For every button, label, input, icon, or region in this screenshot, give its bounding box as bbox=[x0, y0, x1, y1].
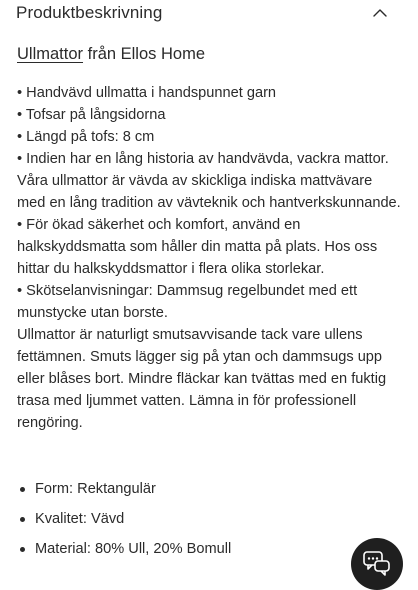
description-section-header[interactable] bbox=[16, 0, 402, 26]
attribute-form: Form: Rektangulär bbox=[35, 481, 156, 497]
product-category-link[interactable]: Ullmattor bbox=[17, 45, 84, 63]
bullet-handwoven: • Handvävd ullmatta i handspunnet garn bbox=[17, 85, 277, 101]
list-item bbox=[17, 534, 403, 564]
attribute-material: Material: 80% Ull, 20% Bomull bbox=[35, 541, 232, 557]
bullet-anti-slip: • För ökad säkerhet och komfort, använd en halkskyddsmatta som håller din matta på plats. Hos oss hittar du halkskyddsmattor i flera olika storlekar. bbox=[17, 217, 378, 277]
attribute-list bbox=[17, 474, 403, 564]
care-paragraph: Ullmattor är naturligt smutsavvisande tack vare ullens fettämnen. Smuts lägger sig på ytan och dammsugs upp eller blåses bort. Mindre fläckar kan tvättas med en fuktig trasa med ljummet vatten. Lämna in för professionell rengöring. bbox=[17, 327, 387, 431]
description-content bbox=[17, 42, 403, 564]
product-brand: Ellos Home bbox=[120, 45, 206, 63]
section-title: Produktbeskrivning bbox=[16, 3, 163, 22]
bullet-dot bbox=[20, 517, 25, 522]
product-line bbox=[17, 42, 403, 66]
spacer bbox=[17, 434, 403, 456]
chat-button[interactable] bbox=[351, 538, 403, 590]
bullet-dot bbox=[20, 547, 25, 552]
list-item bbox=[17, 474, 403, 504]
chevron-up-icon[interactable] bbox=[372, 5, 388, 21]
bullet-dot bbox=[20, 487, 25, 492]
list-item bbox=[17, 504, 403, 534]
bullet-tassel-length: • Längd på tofs: 8 cm bbox=[17, 129, 155, 145]
product-connector: från bbox=[87, 45, 117, 63]
bullet-care-instructions: • Skötselanvisningar: Dammsug regelbundet med ett munstycke utan borste. bbox=[17, 283, 358, 321]
attribute-quality: Kvalitet: Vävd bbox=[35, 511, 125, 527]
chat-bubbles-icon bbox=[363, 551, 391, 577]
bullet-tassels: • Tofsar på långsidorna bbox=[17, 107, 166, 123]
bullet-india-history: • Indien har en lång historia av handvävda, vackra mattor. Våra ullmattor är vävda av skickliga indiska mattvävare med en lång tradition av vävteknik och hantverkskunnande. bbox=[17, 151, 401, 211]
